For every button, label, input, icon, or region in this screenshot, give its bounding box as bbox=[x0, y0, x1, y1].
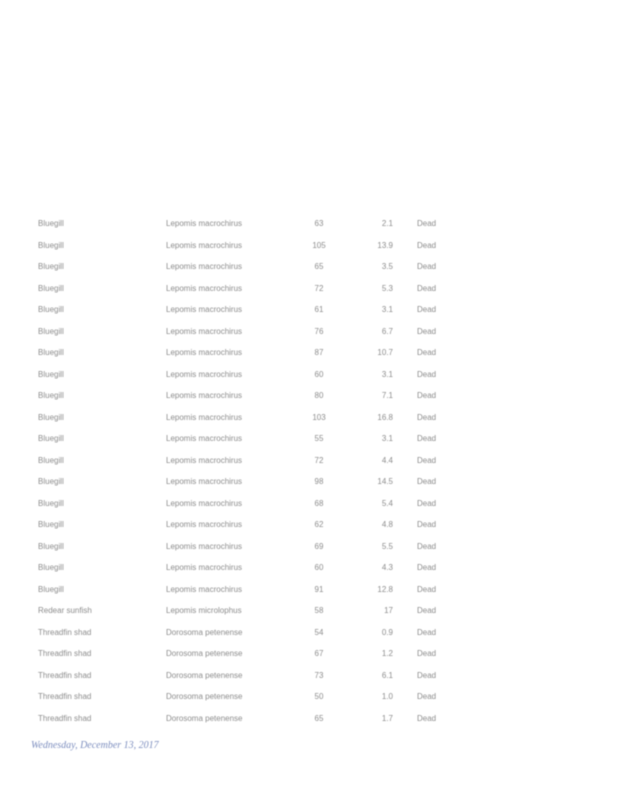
status-cell: Dead bbox=[417, 283, 437, 293]
scientific-name-cell: Lepomis macrochirus bbox=[166, 455, 243, 465]
length-cell: 80 bbox=[314, 391, 324, 400]
scientific-name-cell: Lepomis macrochirus bbox=[166, 584, 243, 594]
status-cell: Dead bbox=[417, 606, 437, 615]
common-name-cell: Bluegill bbox=[38, 563, 64, 572]
status-cell: Dead bbox=[417, 692, 437, 701]
status-cell: Dead bbox=[417, 563, 437, 572]
table-row bbox=[38, 600, 448, 622]
length-cell: 65 bbox=[314, 713, 324, 723]
table-row bbox=[38, 514, 448, 536]
status-cell: Dead bbox=[417, 627, 437, 637]
length-cell: 69 bbox=[314, 541, 324, 551]
status-cell: Dead bbox=[417, 305, 437, 314]
common-name-cell: Bluegill bbox=[38, 219, 64, 228]
weight-cell: 5.4 bbox=[381, 498, 393, 508]
weight-cell: 4.4 bbox=[381, 455, 393, 465]
length-cell: 67 bbox=[314, 649, 324, 658]
status-cell: Dead bbox=[417, 498, 437, 508]
scientific-name-cell: Lepomis macrochirus bbox=[166, 391, 243, 400]
length-cell: 58 bbox=[314, 606, 324, 615]
common-name-cell: Bluegill bbox=[38, 391, 64, 400]
scientific-name-cell: Lepomis macrochirus bbox=[166, 434, 243, 443]
scientific-name-cell: Lepomis macrochirus bbox=[166, 326, 243, 336]
scientific-name-cell: Dorosoma petenense bbox=[166, 692, 243, 701]
table-row bbox=[38, 665, 448, 687]
weight-cell: 16.8 bbox=[377, 412, 393, 422]
table-row bbox=[38, 278, 448, 300]
scientific-name-cell: Lepomis microlophus bbox=[166, 606, 242, 615]
weight-cell: 3.1 bbox=[381, 305, 393, 314]
scientific-name-cell: Dorosoma petenense bbox=[166, 627, 243, 637]
status-cell: Dead bbox=[417, 541, 437, 551]
length-cell: 61 bbox=[314, 305, 324, 314]
weight-cell: 1.2 bbox=[381, 649, 393, 658]
length-cell: 68 bbox=[314, 498, 324, 508]
status-cell: Dead bbox=[417, 219, 437, 228]
length-cell: 72 bbox=[314, 455, 324, 465]
status-cell: Dead bbox=[417, 262, 437, 271]
length-cell: 98 bbox=[314, 477, 324, 486]
status-cell: Dead bbox=[417, 391, 437, 400]
table-row bbox=[38, 557, 448, 579]
status-cell: Dead bbox=[417, 348, 437, 357]
table-row bbox=[38, 364, 448, 386]
table-row bbox=[38, 321, 448, 343]
common-name-cell: Threadfin shad bbox=[38, 692, 92, 701]
status-cell: Dead bbox=[417, 369, 437, 379]
table-row bbox=[38, 385, 448, 407]
table-row bbox=[38, 686, 448, 708]
table-row bbox=[38, 428, 448, 450]
length-cell: 76 bbox=[314, 326, 324, 336]
scientific-name-cell: Lepomis macrochirus bbox=[166, 477, 243, 486]
length-cell: 91 bbox=[314, 584, 324, 594]
status-cell: Dead bbox=[417, 477, 437, 486]
common-name-cell: Bluegill bbox=[38, 541, 64, 551]
table-row bbox=[38, 407, 448, 429]
status-cell: Dead bbox=[417, 713, 437, 723]
length-cell: 62 bbox=[314, 520, 324, 529]
table-row bbox=[38, 536, 448, 558]
common-name-cell: Threadfin shad bbox=[38, 670, 92, 680]
common-name-cell: Bluegill bbox=[38, 412, 64, 422]
weight-cell: 1.0 bbox=[381, 692, 393, 701]
common-name-cell: Threadfin shad bbox=[38, 627, 92, 637]
length-cell: 105 bbox=[312, 240, 326, 250]
status-cell: Dead bbox=[417, 670, 437, 680]
common-name-cell: Bluegill bbox=[38, 369, 64, 379]
weight-cell: 10.7 bbox=[377, 348, 393, 357]
table-row bbox=[38, 450, 448, 472]
common-name-cell: Bluegill bbox=[38, 584, 64, 594]
weight-cell: 13.9 bbox=[377, 240, 393, 250]
common-name-cell: Bluegill bbox=[38, 455, 64, 465]
status-cell: Dead bbox=[417, 520, 437, 529]
scientific-name-cell: Dorosoma petenense bbox=[166, 670, 243, 680]
scientific-name-cell: Lepomis macrochirus bbox=[166, 498, 243, 508]
scientific-name-cell: Dorosoma petenense bbox=[166, 713, 243, 723]
table-row bbox=[38, 579, 448, 601]
table-row bbox=[38, 471, 448, 493]
fish-catch-table bbox=[38, 213, 448, 729]
common-name-cell: Threadfin shad bbox=[38, 713, 92, 723]
weight-cell: 2.1 bbox=[381, 219, 393, 228]
table-row bbox=[38, 643, 448, 665]
table-row bbox=[38, 622, 448, 644]
status-cell: Dead bbox=[417, 649, 437, 658]
table-row bbox=[38, 493, 448, 515]
length-cell: 54 bbox=[314, 627, 324, 637]
common-name-cell: Bluegill bbox=[38, 305, 64, 314]
common-name-cell: Bluegill bbox=[38, 520, 64, 529]
common-name-cell: Bluegill bbox=[38, 498, 64, 508]
scientific-name-cell: Lepomis macrochirus bbox=[166, 563, 243, 572]
weight-cell: 14.5 bbox=[377, 477, 393, 486]
table-row bbox=[38, 342, 448, 364]
scientific-name-cell: Lepomis macrochirus bbox=[166, 541, 243, 551]
weight-cell: 5.5 bbox=[381, 541, 393, 551]
status-cell: Dead bbox=[417, 455, 437, 465]
status-cell: Dead bbox=[417, 434, 437, 443]
scientific-name-cell: Lepomis macrochirus bbox=[166, 262, 243, 271]
weight-cell: 6.1 bbox=[381, 670, 393, 680]
common-name-cell: Bluegill bbox=[38, 477, 64, 486]
length-cell: 63 bbox=[314, 219, 324, 228]
weight-cell: 1.7 bbox=[381, 713, 393, 723]
table-row bbox=[38, 256, 448, 278]
table-row bbox=[38, 299, 448, 321]
length-cell: 73 bbox=[314, 670, 324, 680]
common-name-cell: Bluegill bbox=[38, 262, 64, 271]
length-cell: 103 bbox=[312, 412, 326, 422]
scientific-name-cell: Dorosoma petenense bbox=[166, 649, 243, 658]
common-name-cell: Bluegill bbox=[38, 240, 64, 250]
common-name-cell: Redear sunfish bbox=[38, 606, 92, 615]
length-cell: 55 bbox=[314, 434, 324, 443]
length-cell: 60 bbox=[314, 563, 324, 572]
scientific-name-cell: Lepomis macrochirus bbox=[166, 369, 243, 379]
weight-cell: 6.7 bbox=[381, 326, 393, 336]
common-name-cell: Bluegill bbox=[38, 348, 64, 357]
scientific-name-cell: Lepomis macrochirus bbox=[166, 240, 243, 250]
common-name-cell: Bluegill bbox=[38, 326, 64, 336]
weight-cell: 17 bbox=[384, 606, 393, 615]
length-cell: 50 bbox=[314, 692, 324, 701]
footer-date: Wednesday, December 13, 2017 bbox=[31, 740, 159, 751]
table-row bbox=[38, 708, 448, 730]
weight-cell: 3.5 bbox=[381, 262, 393, 271]
status-cell: Dead bbox=[417, 584, 437, 594]
length-cell: 72 bbox=[314, 283, 324, 293]
status-cell: Dead bbox=[417, 326, 437, 336]
weight-cell: 3.1 bbox=[381, 369, 393, 379]
status-cell: Dead bbox=[417, 240, 437, 250]
status-cell: Dead bbox=[417, 412, 437, 422]
table-row bbox=[38, 235, 448, 257]
common-name-cell: Bluegill bbox=[38, 283, 64, 293]
scientific-name-cell: Lepomis macrochirus bbox=[166, 412, 243, 422]
length-cell: 60 bbox=[314, 369, 324, 379]
length-cell: 87 bbox=[314, 348, 324, 357]
scientific-name-cell: Lepomis macrochirus bbox=[166, 520, 243, 529]
weight-cell: 4.3 bbox=[381, 563, 393, 572]
table-row bbox=[38, 213, 448, 235]
common-name-cell: Bluegill bbox=[38, 434, 64, 443]
weight-cell: 0.9 bbox=[381, 627, 393, 637]
scientific-name-cell: Lepomis macrochirus bbox=[166, 348, 243, 357]
weight-cell: 3.1 bbox=[381, 434, 393, 443]
scientific-name-cell: Lepomis macrochirus bbox=[166, 219, 243, 228]
length-cell: 65 bbox=[314, 262, 324, 271]
weight-cell: 7.1 bbox=[381, 391, 393, 400]
scientific-name-cell: Lepomis macrochirus bbox=[166, 283, 243, 293]
scientific-name-cell: Lepomis macrochirus bbox=[166, 305, 243, 314]
weight-cell: 4.8 bbox=[381, 520, 393, 529]
weight-cell: 12.8 bbox=[377, 584, 393, 594]
weight-cell: 5.3 bbox=[381, 283, 393, 293]
common-name-cell: Threadfin shad bbox=[38, 649, 92, 658]
